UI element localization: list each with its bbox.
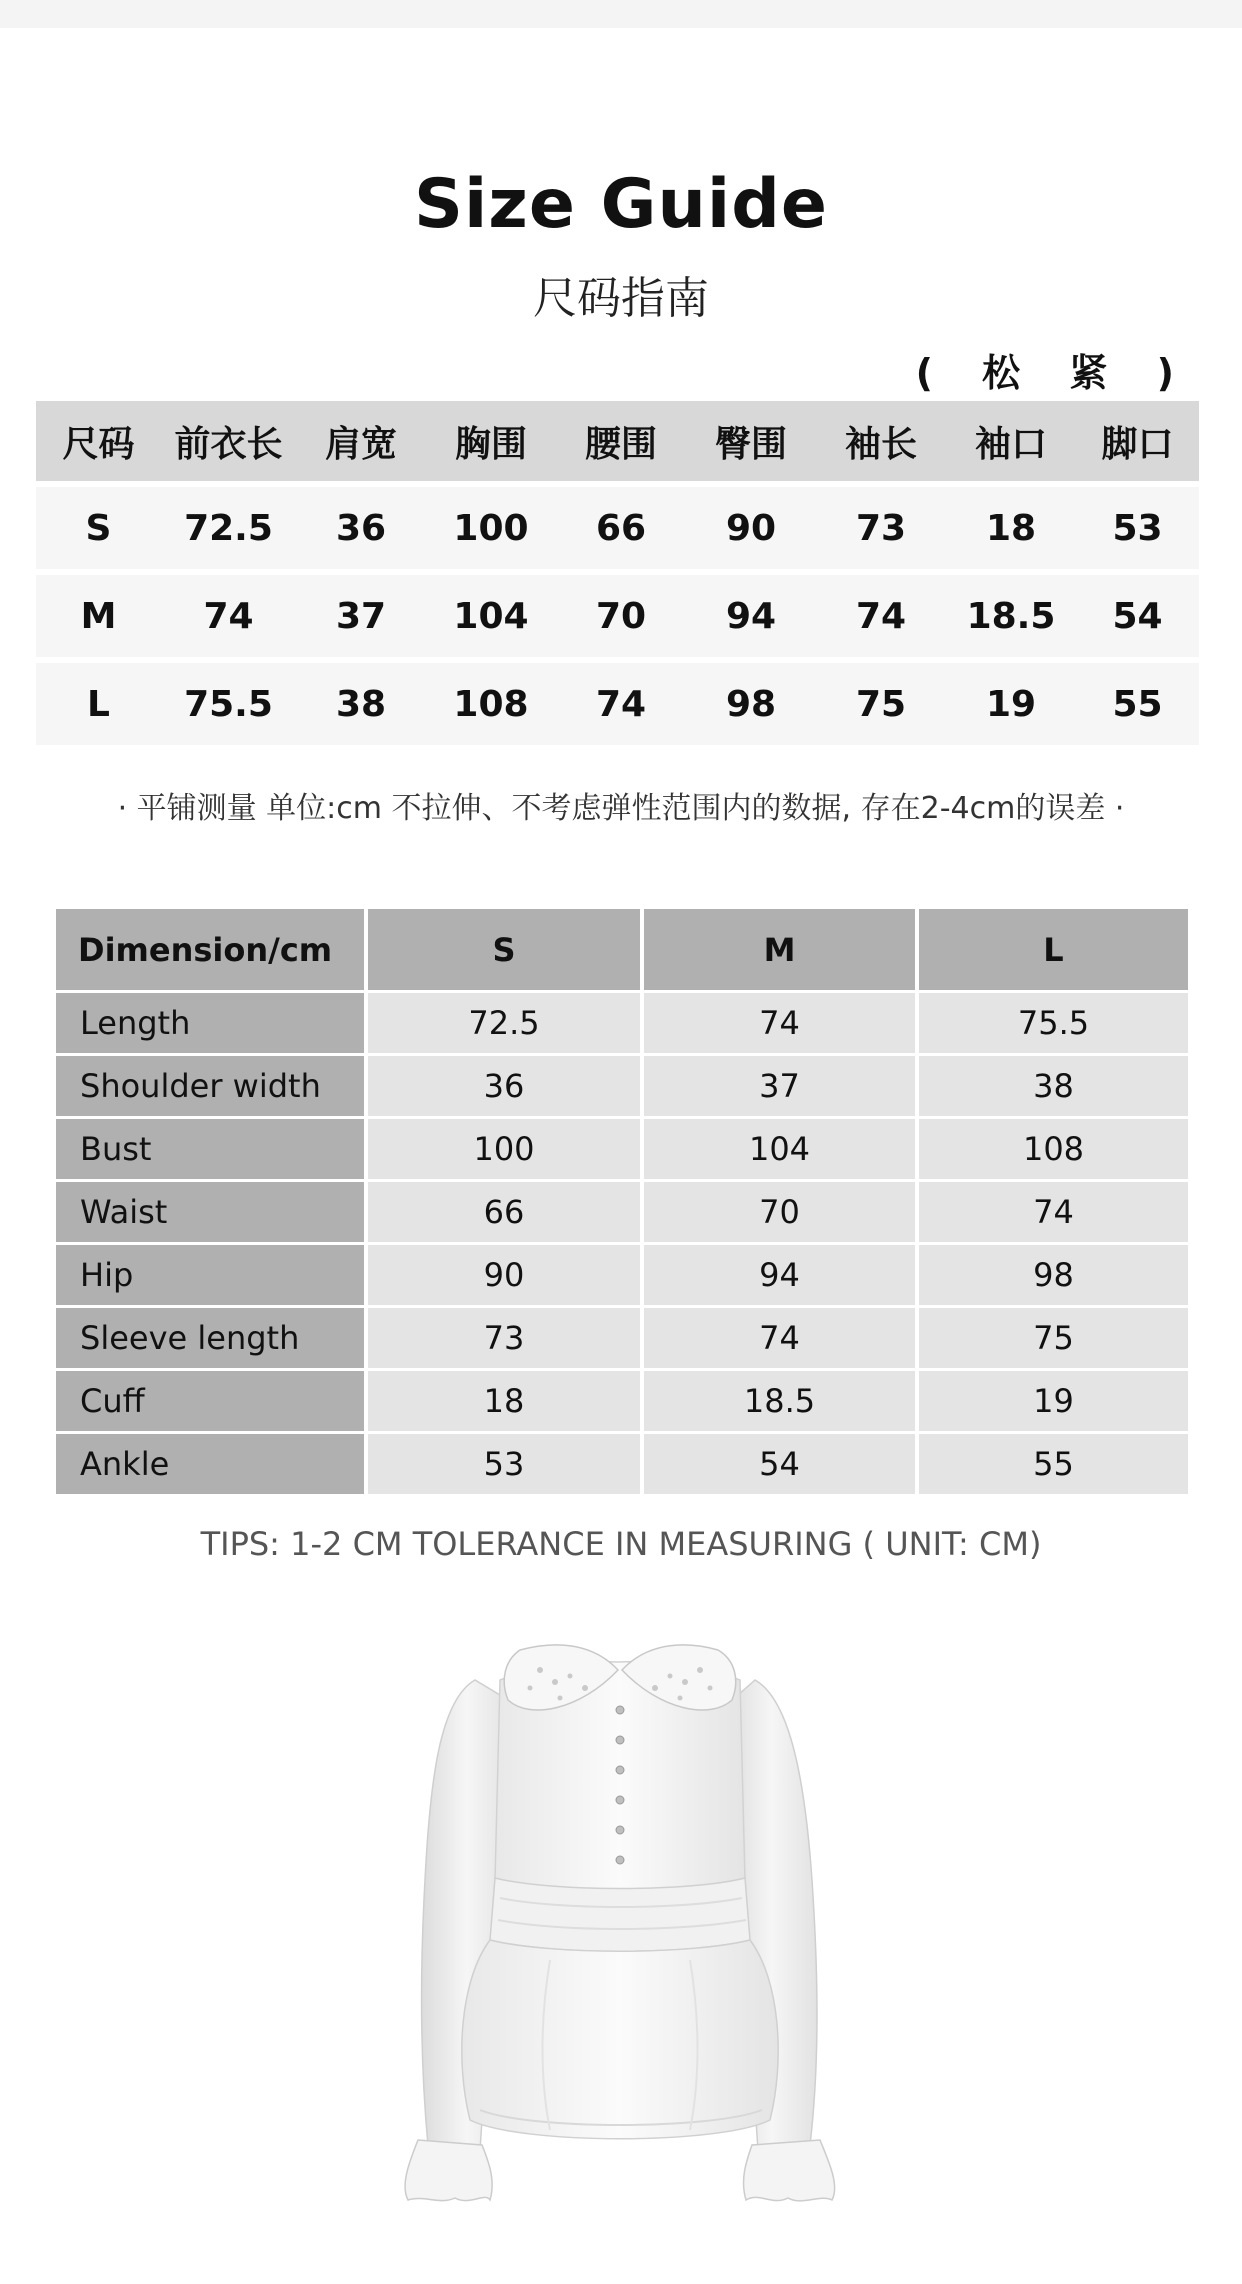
table-cell: 53: [368, 1434, 640, 1494]
table-cell: 54: [644, 1434, 915, 1494]
header-cell: 脚口: [1101, 423, 1174, 465]
table-row: [56, 1245, 1192, 1305]
header-cell: S: [368, 909, 640, 990]
table-cell: 18.5: [966, 595, 1056, 637]
table-cell: 98: [919, 1245, 1188, 1305]
top-band: [0, 0, 1242, 28]
table-cell: 37: [335, 595, 387, 637]
table-cell: 75.5: [184, 683, 273, 725]
table-cell: 18: [368, 1371, 640, 1431]
table-row: [56, 1434, 1192, 1494]
row-label: Shoulder width: [56, 1056, 364, 1116]
table-cell: 90: [725, 507, 777, 549]
header-cell: 胸围: [454, 423, 527, 465]
header-cell: M: [644, 909, 915, 990]
header-cell: 尺码: [62, 423, 135, 465]
header-cell: 臀围: [714, 423, 787, 465]
size-table-en: [56, 909, 1192, 1497]
header-cell: L: [919, 909, 1188, 990]
table-cell: 53: [1112, 507, 1163, 549]
table-cell: 75.5: [919, 993, 1188, 1053]
table-cell: 75: [919, 1308, 1188, 1368]
table-cell: 36: [368, 1056, 640, 1116]
fit-scale: ( 松 紧 ): [915, 351, 1192, 395]
size-table-zh-header: [36, 401, 1199, 481]
table-cell: 37: [644, 1056, 915, 1116]
header-cell: Dimension/cm: [56, 909, 364, 990]
header-cell: 肩宽: [324, 423, 397, 465]
row-label: Cuff: [56, 1371, 364, 1431]
table-cell: 72.5: [368, 993, 640, 1053]
row-label: Length: [56, 993, 364, 1053]
table-cell: 73: [368, 1308, 640, 1368]
table-cell: 74: [919, 1182, 1188, 1242]
table-row: [56, 1308, 1192, 1368]
row-label: Hip: [56, 1245, 364, 1305]
table-row: [36, 487, 1199, 569]
size-table-en-header: [56, 909, 1192, 990]
table-cell: 94: [725, 595, 777, 637]
page-subtitle: 尺码指南: [533, 273, 709, 324]
table-row: [56, 1056, 1192, 1116]
table-row: [36, 575, 1199, 657]
table-cell: 55: [1112, 683, 1163, 725]
table-cell: S: [85, 507, 112, 549]
table-cell: 74: [203, 595, 254, 637]
table-cell: 70: [644, 1182, 915, 1242]
row-label: Waist: [56, 1182, 364, 1242]
table-cell: 54: [1112, 595, 1163, 637]
header-cell: 腰围: [584, 423, 657, 465]
header-cell: 袖口: [974, 423, 1047, 465]
row-label: Sleeve length: [56, 1308, 364, 1368]
table-cell: 36: [335, 507, 387, 549]
table-row: [56, 1182, 1192, 1242]
table-cell: 94: [644, 1245, 915, 1305]
table-cell: 55: [919, 1434, 1188, 1494]
table-cell: 66: [368, 1182, 640, 1242]
size-table-zh: [36, 401, 1199, 751]
table-cell: 19: [985, 683, 1037, 725]
table-cell: 108: [919, 1119, 1188, 1179]
table-cell: 74: [855, 595, 907, 637]
table-cell: 18: [985, 507, 1037, 549]
white-blouse-illustration: [400, 1640, 880, 2240]
tolerance-tips: TIPS: 1-2 CM TOLERANCE IN MEASURING ( UNIT: CM): [200, 1525, 1042, 1563]
table-row: [56, 1119, 1192, 1179]
table-cell: 100: [453, 507, 529, 549]
table-row: [56, 993, 1192, 1053]
table-cell: 70: [595, 595, 647, 637]
table-cell: 100: [368, 1119, 640, 1179]
table-cell: 108: [453, 683, 529, 725]
row-label: Bust: [56, 1119, 364, 1179]
table-cell: 18.5: [644, 1371, 915, 1431]
table-cell: 75: [855, 683, 907, 725]
table-cell: 19: [919, 1371, 1188, 1431]
page-title: Size Guide: [414, 165, 828, 244]
table-cell: 38: [919, 1056, 1188, 1116]
measurement-note-zh: · 平铺测量 单位:cm 不拉伸、不考虑弹性范围内的数据, 存在2-4cm的误差 ·: [117, 791, 1125, 826]
table-cell: 90: [368, 1245, 640, 1305]
table-row: [56, 1371, 1192, 1431]
table-cell: 104: [644, 1119, 915, 1179]
table-cell: L: [87, 683, 110, 725]
table-cell: 74: [644, 1308, 915, 1368]
table-row: [36, 663, 1199, 745]
header-cell: 前衣长: [174, 423, 283, 465]
row-label: Ankle: [56, 1434, 364, 1494]
table-cell: 74: [595, 683, 647, 725]
table-cell: 72.5: [184, 507, 273, 549]
table-cell: 104: [453, 595, 529, 637]
table-cell: 98: [725, 683, 777, 725]
table-cell: 38: [335, 683, 387, 725]
table-cell: M: [80, 595, 117, 637]
table-cell: 66: [595, 507, 647, 549]
header-cell: 袖长: [844, 423, 917, 465]
table-cell: 73: [855, 507, 907, 549]
table-cell: 74: [644, 993, 915, 1053]
